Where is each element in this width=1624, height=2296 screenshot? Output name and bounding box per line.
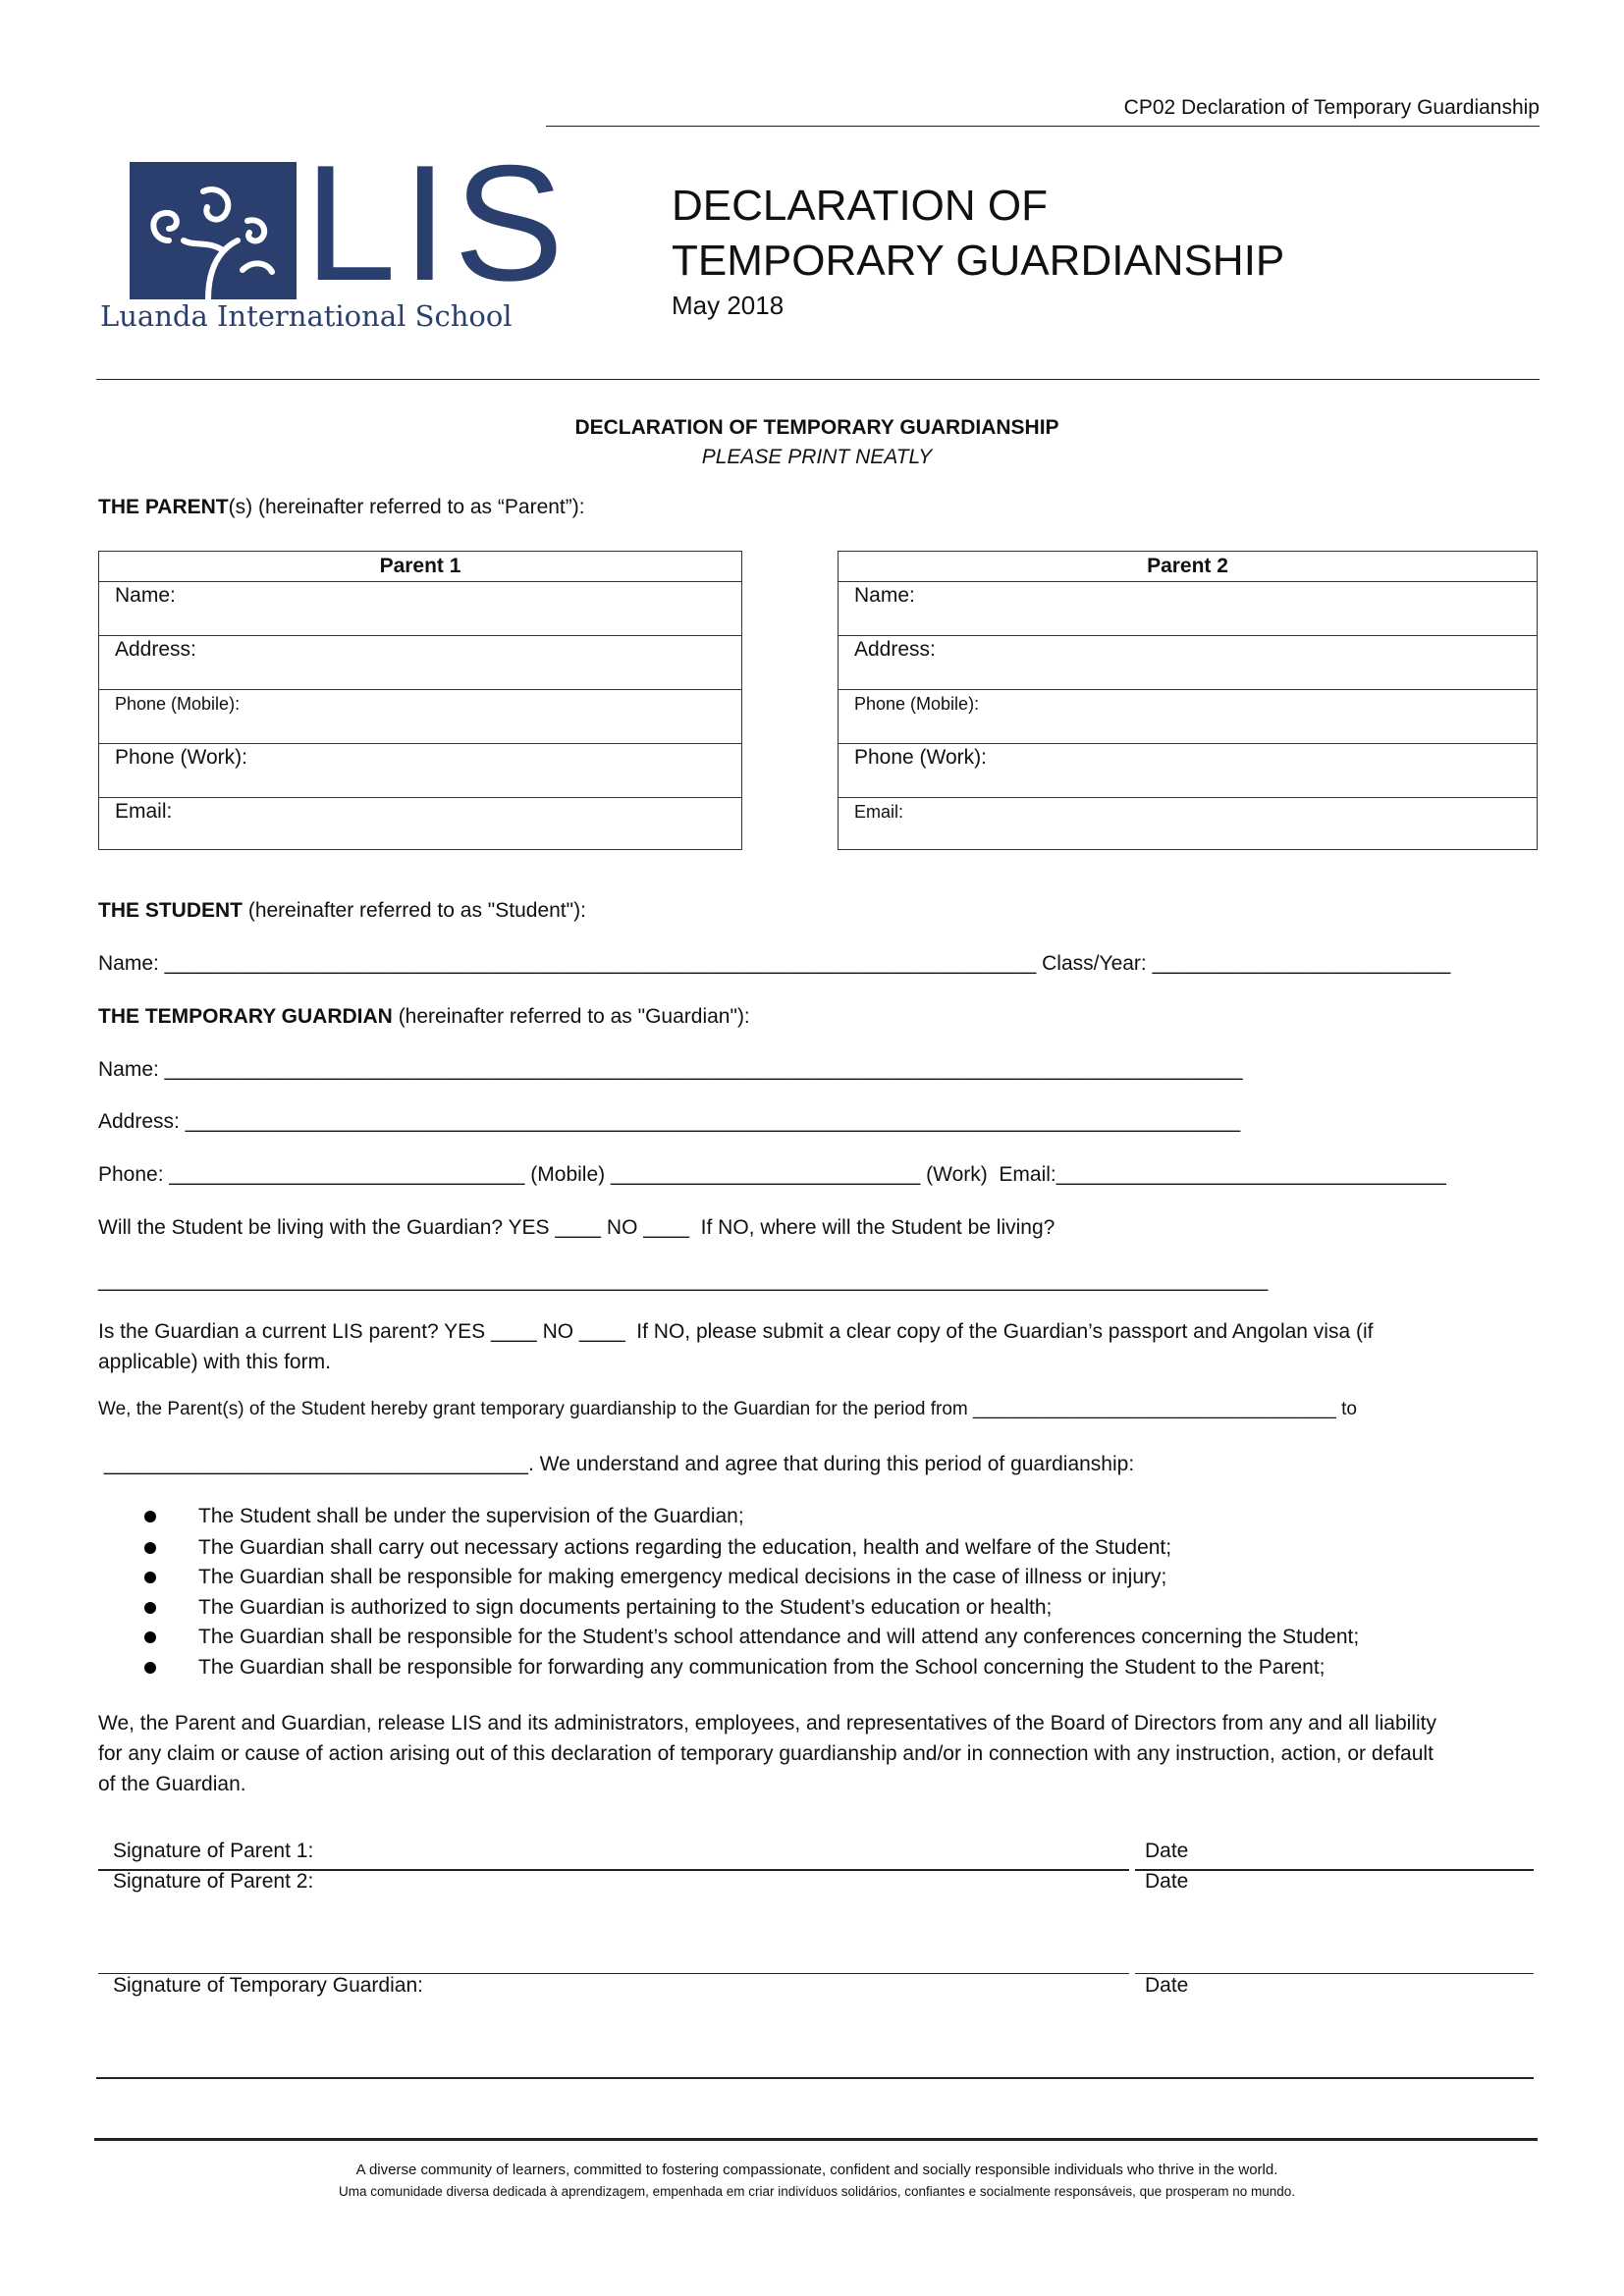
parent2-email-label: Email: xyxy=(854,802,904,822)
date-parent2-label: Date xyxy=(1145,1870,1189,1893)
student-section-heading xyxy=(98,899,586,923)
parent1-name-field[interactable] xyxy=(99,582,741,636)
parent1-email-label: Email: xyxy=(115,800,173,823)
parent2-email-field[interactable] xyxy=(839,798,1537,851)
parent2-name-field[interactable] xyxy=(839,582,1537,636)
footer-mission-en: A diverse community of learners, committed to fostering compassionate, confident and socially responsible individuals who thrive in the world. xyxy=(355,2162,1278,2178)
date-guardian-label: Date xyxy=(1145,1974,1189,1997)
title-line-1: DECLARATION OF xyxy=(672,182,1049,230)
parent1-work-field[interactable] xyxy=(99,744,741,798)
release-line: We, the Parent and Guardian, release LIS and its administrators, employees, and representatives of the Board of Directors from any and all liability xyxy=(98,1712,1436,1735)
parent-section-heading xyxy=(98,496,585,519)
footer-rule xyxy=(94,2138,1538,2141)
parent1-work-label: Phone (Work): xyxy=(115,746,247,769)
swirl-icon xyxy=(130,162,297,299)
form-title: DECLARATION OF TEMPORARY GUARDIANSHIP xyxy=(574,416,1059,439)
signature-guardian-line[interactable] xyxy=(96,2077,1534,2079)
parent1-name-label: Name: xyxy=(115,584,176,607)
list-item-text: The Guardian is authorized to sign documents pertaining to the Student’s education or health; xyxy=(198,1596,1053,1619)
parent2-address-label: Address: xyxy=(854,638,936,661)
parent2-heading: Parent 2 xyxy=(839,552,1537,582)
date-parent1-label: Date xyxy=(1145,1840,1189,1862)
guardian-name-field[interactable]: Name: ______________________________________________________________________________________________ xyxy=(98,1058,1243,1081)
bullet-icon xyxy=(144,1572,156,1583)
document-reference: CP02 Declaration of Temporary Guardianship xyxy=(1123,96,1540,119)
parent1-mobile-label: Phone (Mobile): xyxy=(115,694,241,714)
parent1-heading: Parent 1 xyxy=(99,552,741,582)
parent1-box xyxy=(98,551,742,850)
list-item-text: The Guardian shall carry out necessary actions regarding the education, health and welfare of the Student; xyxy=(198,1536,1172,1559)
grant-period-end[interactable]: _____________________________________. We understand and agree that during this period of guardianship: xyxy=(98,1453,1135,1475)
parent1-address-field[interactable] xyxy=(99,636,741,690)
document-title xyxy=(672,179,1284,289)
bullet-icon xyxy=(144,1631,156,1643)
header-rule xyxy=(546,126,1540,127)
logo-school-name: Luanda International School xyxy=(100,299,513,333)
guardian-section-heading xyxy=(98,1005,750,1029)
guardian-phone-field[interactable]: Phone: _______________________________ (Mobile) ___________________________ (Work) Email:__________________________________ xyxy=(98,1163,1446,1186)
signature-parent1-label: Signature of Parent 1: xyxy=(113,1840,314,1862)
parent2-box xyxy=(838,551,1538,850)
list-item-text: The Guardian shall be responsible for the Student’s school attendance and will attend any conferences concerning the Student; xyxy=(198,1626,1360,1648)
logo-mark: LIS xyxy=(304,131,570,315)
list-item-text: The Guardian shall be responsible for forwarding any communication from the School concerning the Student to the Parent; xyxy=(198,1656,1326,1679)
date-parent1-line[interactable] xyxy=(1135,1869,1534,1871)
parent2-work-field[interactable] xyxy=(839,744,1537,798)
title-rule xyxy=(96,379,1540,380)
title-line-2: TEMPORARY GUARDIANSHIP xyxy=(672,237,1285,285)
release-paragraph xyxy=(98,1708,1436,1799)
parent2-address-field[interactable] xyxy=(839,636,1537,690)
signature-guardian-label: Signature of Temporary Guardian: xyxy=(113,1974,423,1997)
parent1-email-field[interactable] xyxy=(99,798,741,851)
parent1-address-label: Address: xyxy=(115,638,196,661)
bullet-icon xyxy=(144,1662,156,1674)
list-item-text: The Student shall be under the supervision of the Guardian; xyxy=(198,1505,744,1527)
release-line: of the Guardian. xyxy=(98,1773,246,1795)
lis-parent-question-cont: applicable) with this form. xyxy=(98,1351,331,1373)
parent2-mobile-label: Phone (Mobile): xyxy=(854,694,980,714)
bullet-icon xyxy=(144,1511,156,1522)
living-question[interactable]: Will the Student be living with the Guardian? YES ____ NO ____ If NO, where will the Student be living? xyxy=(98,1216,1056,1239)
parent2-name-label: Name: xyxy=(854,584,915,607)
bullet-icon xyxy=(144,1602,156,1614)
signature-parent2-label: Signature of Parent 2: xyxy=(113,1870,314,1893)
footer-mission-pt: Uma comunidade diversa dedicada à aprendizagem, empenhada em criar indivíduos solidários, confiantes e socialmente responsáveis, que prosperam no mundo. xyxy=(338,2184,1296,2199)
grant-period-text[interactable]: We, the Parent(s) of the Student hereby grant temporary guardianship to the Guardian for the period from ___________________________________ to xyxy=(98,1399,1357,1419)
parent-heading-rest: (s) (hereinafter referred to as “Parent”): xyxy=(228,496,585,518)
guardian-address-field[interactable]: Address: ____________________________________________________________________________________________ xyxy=(98,1110,1241,1133)
parent1-mobile-field[interactable] xyxy=(99,690,741,744)
logo-emblem xyxy=(130,162,297,299)
parent2-work-label: Phone (Work): xyxy=(854,746,987,769)
document-date: May 2018 xyxy=(672,291,785,320)
parent2-mobile-field[interactable] xyxy=(839,690,1537,744)
living-location-field[interactable]: ______________________________________________________________________________________________________ xyxy=(98,1269,1269,1292)
guardian-heading-bold: THE TEMPORARY GUARDIAN xyxy=(98,1005,393,1028)
release-line: for any claim or cause of action arising out of this declaration of temporary guardianship and/or in connection with any instruction, action, or default xyxy=(98,1742,1434,1765)
school-logo xyxy=(100,131,570,344)
guardian-heading-rest: (hereinafter referred to as "Guardian"): xyxy=(392,1005,750,1028)
student-name-field[interactable]: Name: ____________________________________________________________________________ Class/Year: __________________________ xyxy=(98,952,1451,975)
list-item-text: The Guardian shall be responsible for making emergency medical decisions in the case of illness or injury; xyxy=(198,1566,1167,1588)
form-subtitle: PLEASE PRINT NEATLY xyxy=(701,446,933,468)
student-heading-rest: (hereinafter referred to as "Student"): xyxy=(243,899,586,922)
student-heading-bold: THE STUDENT xyxy=(98,899,243,922)
bullet-icon xyxy=(144,1542,156,1554)
date-parent2-line[interactable] xyxy=(1135,1973,1534,1974)
parent-heading-bold: THE PARENT xyxy=(98,496,229,518)
lis-parent-question[interactable]: Is the Guardian a current LIS parent? YES ____ NO ____ If NO, please submit a clear copy of the Guardian’s passport and Angolan visa (if xyxy=(98,1320,1374,1343)
